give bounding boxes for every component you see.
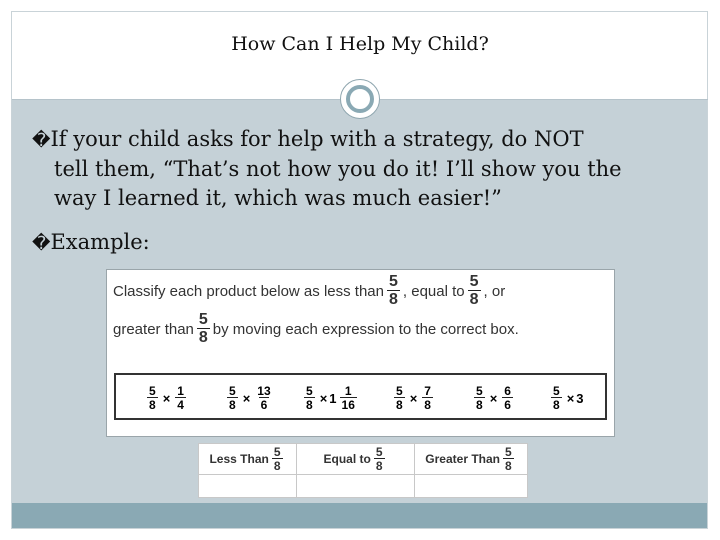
numerator: 5	[198, 311, 208, 328]
numerator: 5	[149, 384, 156, 398]
denominator: 8	[476, 398, 483, 412]
fraction	[374, 446, 385, 472]
denominator: 6	[504, 398, 511, 412]
numerator: 5	[396, 384, 403, 398]
page-title: How Can I Help My Child?	[231, 33, 489, 55]
numerator: 5	[476, 384, 483, 398]
drop-zone-less-than[interactable]	[199, 444, 297, 497]
numerator: 13	[257, 384, 271, 398]
times-sign: ×	[162, 390, 171, 406]
problem-text: , or	[483, 282, 506, 300]
expression-tile[interactable]	[391, 385, 436, 411]
problem-line-1	[113, 274, 505, 308]
denominator: 8	[396, 398, 403, 412]
drop-zone-greater-than[interactable]	[415, 444, 527, 497]
denominator: 8	[149, 398, 156, 412]
expression-tile[interactable]	[144, 385, 189, 411]
fraction	[255, 385, 272, 411]
fraction	[304, 385, 315, 411]
fraction	[503, 446, 514, 472]
numerator: 5	[388, 273, 398, 290]
column-header	[297, 444, 414, 475]
times-sign: ×	[489, 390, 498, 406]
bullet-example-text: Example:	[50, 230, 150, 254]
denominator: 8	[306, 398, 313, 412]
drop-zone-equal-to[interactable]	[297, 444, 415, 497]
bullet-strategy-line1: If your child asks for help with a strategy, do NOT	[50, 127, 584, 151]
ring-inner	[346, 85, 374, 113]
denominator: 6	[260, 398, 268, 412]
denominator: 8	[273, 459, 281, 473]
column-label: Less Than	[209, 452, 269, 466]
denominator: 8	[375, 459, 383, 473]
problem-text: by moving each expression to the correct box.	[212, 320, 519, 338]
problem-line-2	[113, 312, 519, 346]
fraction	[468, 274, 481, 308]
bullet-glyph: �	[32, 233, 51, 254]
whole-number: 3	[576, 390, 584, 406]
denominator: 8	[198, 329, 208, 346]
column-label: Greater Than	[425, 452, 500, 466]
problem-text: , equal to	[402, 282, 465, 300]
fraction	[387, 274, 400, 308]
expression-tile[interactable]	[224, 385, 276, 411]
times-sign: ×	[409, 390, 418, 406]
numerator: 7	[424, 384, 431, 398]
ring-ornament	[340, 79, 380, 119]
problem-text: Classify each product below as less than	[113, 282, 384, 300]
numerator: 6	[504, 384, 511, 398]
bullet-strategy	[32, 125, 692, 213]
expression-bank	[114, 373, 607, 420]
fraction	[227, 385, 238, 411]
expression-tile[interactable]	[548, 385, 584, 411]
denominator: 16	[341, 398, 355, 412]
divider-left	[12, 99, 340, 100]
times-sign: ×	[242, 390, 251, 406]
numerator: 5	[273, 445, 281, 459]
numerator: 1	[177, 384, 184, 398]
fraction	[147, 385, 158, 411]
times-sign: ×	[319, 390, 328, 406]
fraction	[474, 385, 485, 411]
whole-number: 1	[329, 390, 337, 406]
problem-image	[106, 269, 615, 437]
column-label: Equal to	[323, 452, 371, 466]
denominator: 8	[505, 459, 512, 473]
numerator: 5	[375, 445, 383, 459]
numerator: 5	[553, 384, 560, 398]
bullet-strategy-line2: tell them, “That’s not how you do it! I’ll show you the	[54, 157, 622, 181]
denominator: 4	[177, 398, 184, 412]
fraction	[551, 385, 562, 411]
expression-tile[interactable]	[471, 385, 516, 411]
denominator: 8	[229, 398, 236, 412]
expression-tile[interactable]	[301, 385, 360, 411]
fraction	[340, 385, 357, 411]
bullet-glyph: �	[32, 130, 51, 151]
denominator: 8	[388, 291, 398, 308]
numerator: 1	[344, 384, 352, 398]
numerator: 5	[306, 384, 313, 398]
fraction	[394, 385, 405, 411]
denominator: 8	[469, 291, 479, 308]
numerator: 5	[469, 273, 479, 290]
bullet-example	[32, 228, 150, 258]
bullet-strategy-line3: way I learned it, which was much easier!”	[54, 186, 502, 210]
fraction	[197, 312, 210, 346]
fraction	[422, 385, 433, 411]
column-header	[415, 444, 527, 475]
divider-right	[380, 99, 708, 100]
sort-table	[198, 443, 528, 498]
denominator: 8	[553, 398, 560, 412]
times-sign: ×	[566, 390, 575, 406]
numerator: 5	[505, 445, 512, 459]
denominator: 8	[424, 398, 431, 412]
numerator: 5	[229, 384, 236, 398]
problem-text: greater than	[113, 320, 194, 338]
fraction	[175, 385, 186, 411]
fraction	[502, 385, 513, 411]
fraction	[272, 446, 283, 472]
column-header	[199, 444, 296, 475]
